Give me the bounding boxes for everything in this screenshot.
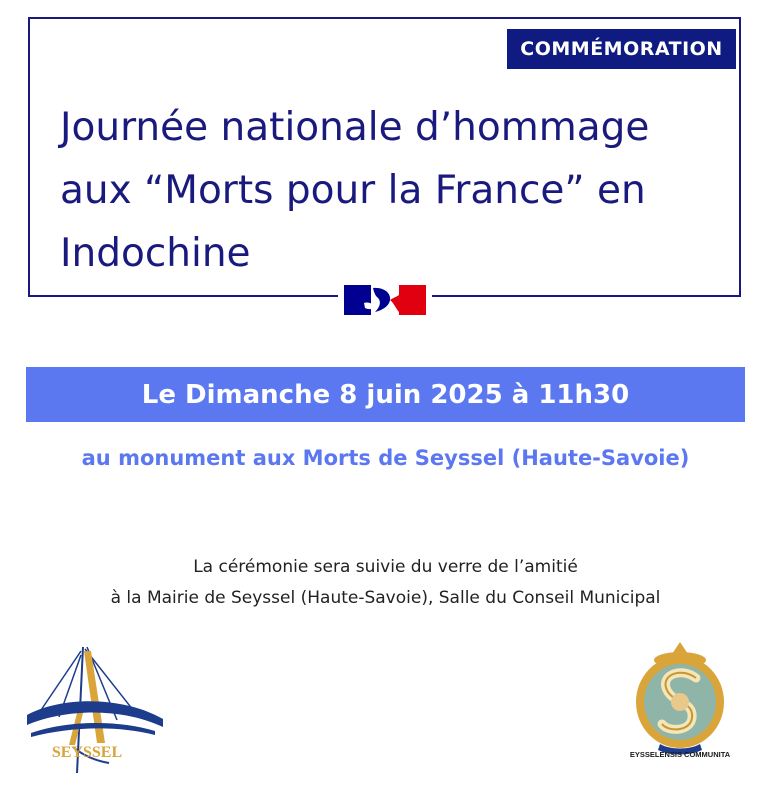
seyssel-logo-text: SEYSSEL bbox=[51, 744, 123, 761]
page-title bbox=[60, 96, 730, 285]
title-line-2: aux “Morts pour la France” en bbox=[60, 168, 646, 213]
reception-note bbox=[0, 552, 771, 614]
note-line-1: La cérémonie sera suivie du verre de l’amitié bbox=[193, 557, 578, 577]
seyssel-coat-of-arms bbox=[630, 640, 730, 768]
note-line-2: à la Mairie de Seyssel (Haute-Savoie), Salle du Conseil Municipal bbox=[110, 588, 661, 608]
seyssel-logo bbox=[25, 645, 165, 779]
category-badge: COMMÉMORATION bbox=[507, 29, 736, 69]
marianne-logo bbox=[338, 282, 432, 318]
event-date-banner: Le Dimanche 8 juin 2025 à 11h30 bbox=[26, 367, 745, 422]
title-line-3: Indochine bbox=[60, 231, 251, 276]
title-line-1: Journée nationale d’hommage bbox=[60, 105, 650, 150]
event-location: au monument aux Morts de Seyssel (Haute-Savoie) bbox=[81, 446, 690, 470]
coat-of-arms-text: SEYSSELENSIS COMMUNITAS bbox=[630, 750, 730, 759]
